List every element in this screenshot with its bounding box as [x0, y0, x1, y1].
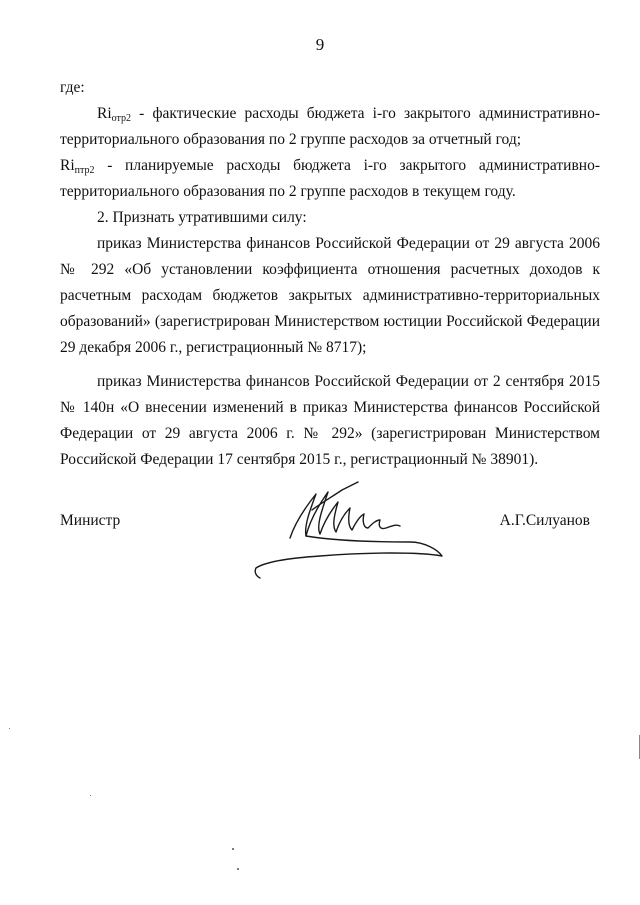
- order-1-line: № 292 «Об установлении коэффициента отношения расчетных доходов к: [60, 261, 600, 278]
- symbol-r-actual-base: Ri: [97, 105, 112, 122]
- order-2-line: приказ Министерства финансов Российской Федерации от 2 сентября 2015: [97, 373, 600, 390]
- clause-2-heading: 2. Признать утратившими силу:: [97, 209, 307, 226]
- signer-name: А.Г.Силуанов: [499, 512, 590, 529]
- definition-r-actual-text: - фактические расходы бюджета i-го закрытого административно-: [139, 105, 600, 122]
- order-1-line: расчетным расходам бюджетов закрытых административно-территориальных: [60, 287, 600, 304]
- order-1-line: приказ Министерства финансов Российской Федерации от 29 августа 2006: [97, 235, 600, 252]
- definition-r-actual-line1: [60, 101, 600, 127]
- page-number: 9: [315, 35, 325, 54]
- definition-r-planned-line2: территориального образования по 2 группе расходов в текущем году.: [60, 183, 516, 200]
- scan-speck: [232, 848, 234, 850]
- scan-speck: [237, 868, 239, 870]
- symbol-r-actual-subscript: отр2: [111, 113, 132, 124]
- scan-speck: [9, 728, 10, 729]
- order-2-line: Федерации от 29 августа 2006 г. № 292» (зарегистрирован Министерством: [60, 425, 600, 442]
- order-1-line: образований» (зарегистрирован Министерством юстиции Российской Федерации: [60, 313, 600, 330]
- definition-r-actual-line2: территориального образования по 2 группе расходов за отчетный год;: [60, 131, 522, 148]
- symbol-r-planned-base: Ri: [60, 157, 75, 174]
- definition-r-planned-text: - планируемые расходы бюджета i-го закрытого административно-: [107, 157, 600, 174]
- signer-position: Министр: [60, 512, 121, 529]
- where-label: где:: [60, 79, 85, 96]
- scan-speck: [90, 795, 91, 796]
- document-body: [60, 75, 600, 473]
- order-1-line: 29 декабря 2006 г., регистрационный № 8717);: [60, 339, 367, 356]
- order-2-line: Российской Федерации 17 сентября 2015 г., регистрационный № 38901).: [60, 451, 539, 468]
- order-2-line: № 140н «О внесении изменений в приказ Министерства финансов Российской: [60, 399, 600, 416]
- signature-strokes: [255, 482, 442, 578]
- handwritten-signature: [250, 480, 450, 580]
- symbol-r-actual: [97, 105, 131, 122]
- symbol-r-planned-subscript: птр2: [74, 165, 95, 176]
- symbol-r-planned: [60, 157, 95, 174]
- definition-r-planned-line1: [60, 153, 600, 179]
